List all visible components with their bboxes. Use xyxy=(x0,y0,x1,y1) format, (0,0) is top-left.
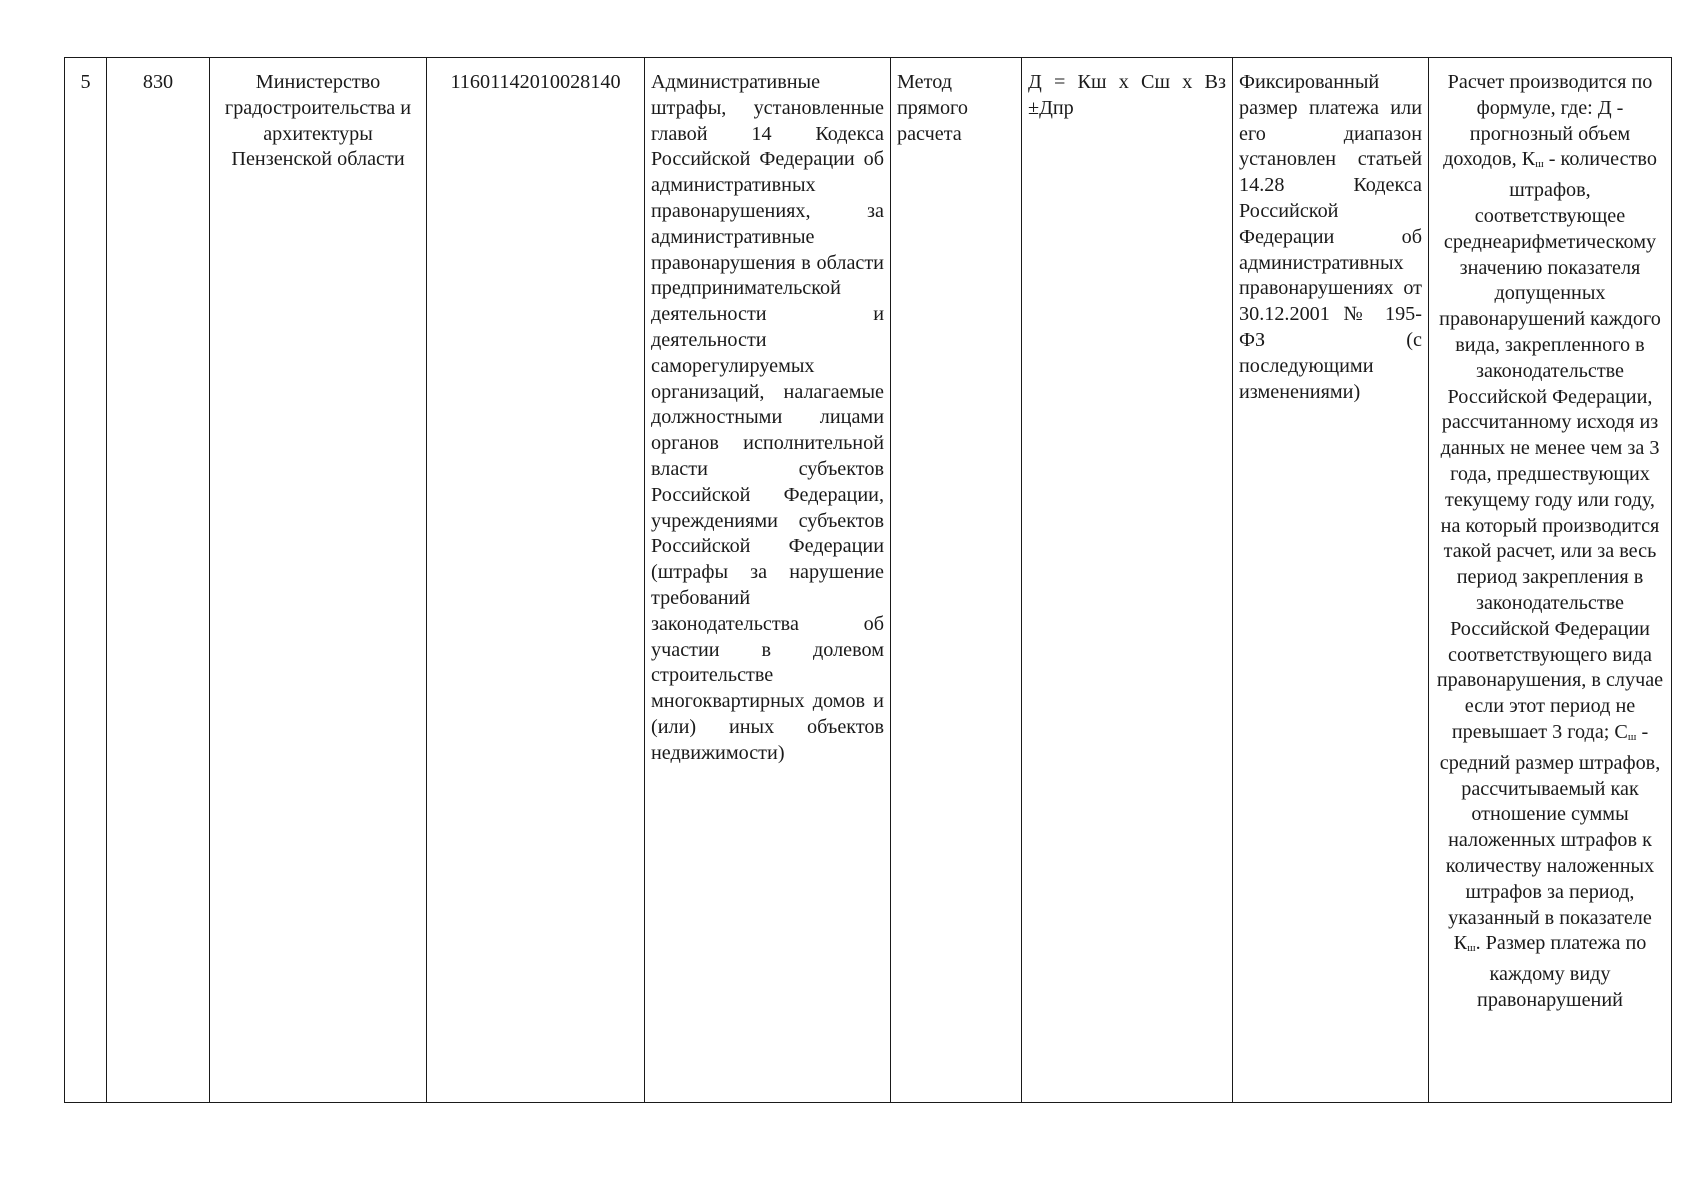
organization-name: Министерство градостроительства и архитектуры Пензенской области xyxy=(224,71,412,171)
description-text-4: . Размер платежа по каждому виду правонарушений xyxy=(1475,932,1647,1011)
admin-code: 830 xyxy=(142,71,174,93)
income-forecast-table xyxy=(64,57,1672,1103)
description-subscript-3: ш xyxy=(1467,942,1476,955)
organization-cell xyxy=(210,58,427,1103)
method-cell xyxy=(891,58,1022,1103)
description-cell xyxy=(1429,58,1672,1103)
description-text-2: - количество штрафов, соответствующее среднеарифметическому значению показателя допущенных правонарушений каждого вида, закрепленного в законодательстве Российской Федерации, рассчитанному исходя из данных не менее чем за 3 года, предшествующих текущему году или году, на который производится такой расчет, или за весь период закрепления в законодательстве Российской Федерации соответствующего вида правонарушения, в случае если этот период не превышает 3 года; С xyxy=(1436,148,1664,743)
legal-base: Фиксированный размер платежа или его диапазон установлен статьей 14.28 Кодекса Российской Федерации об административных правонарушениях от 30.12.2001 № 195-ФЗ (с последующими изменениями) xyxy=(1239,71,1422,403)
formula-cell xyxy=(1022,58,1233,1103)
admin-code-cell xyxy=(107,58,210,1103)
kbk-code: 11601142010028140 xyxy=(450,71,621,93)
row-number: 5 xyxy=(80,71,91,93)
legal-base-cell xyxy=(1233,58,1429,1103)
description-subscript-1: ш xyxy=(1535,158,1544,171)
kbk-cell xyxy=(427,58,645,1103)
income-name-cell xyxy=(645,58,891,1103)
calculation-method: Метод прямого расчета xyxy=(897,71,968,145)
row-number-cell xyxy=(65,58,107,1103)
calculation-formula: Д = Кш х Сш х Вз ±Дпр xyxy=(1028,71,1226,119)
description-text-3: - средний размер штрафов, рассчитываемый как отношение суммы наложенных штрафов к количеству наложенных штрафов за период, указанный в показателе К xyxy=(1439,720,1661,955)
description-text-1: Расчет производится по формуле, где: Д - прогнозный объем доходов, К xyxy=(1443,71,1653,171)
description-subscript-2: ш xyxy=(1627,730,1637,743)
income-name: Административные штрафы, установленные главой 14 Кодекса Российской Федерации об административных правонарушениях, за административные правонарушения в области предпринимательской деятельности и деятельности саморегулируемых организаций, налагаемые должностными лицами органов исполнительной власти субъектов Российской Федерации, учреждениями субъектов Российской Федерации (штрафы за нарушение требований законодательства об участии в долевом строительстве многоквартирных домов и (или) иных объектов недвижимости) xyxy=(651,71,884,764)
table-row xyxy=(65,58,1672,1103)
